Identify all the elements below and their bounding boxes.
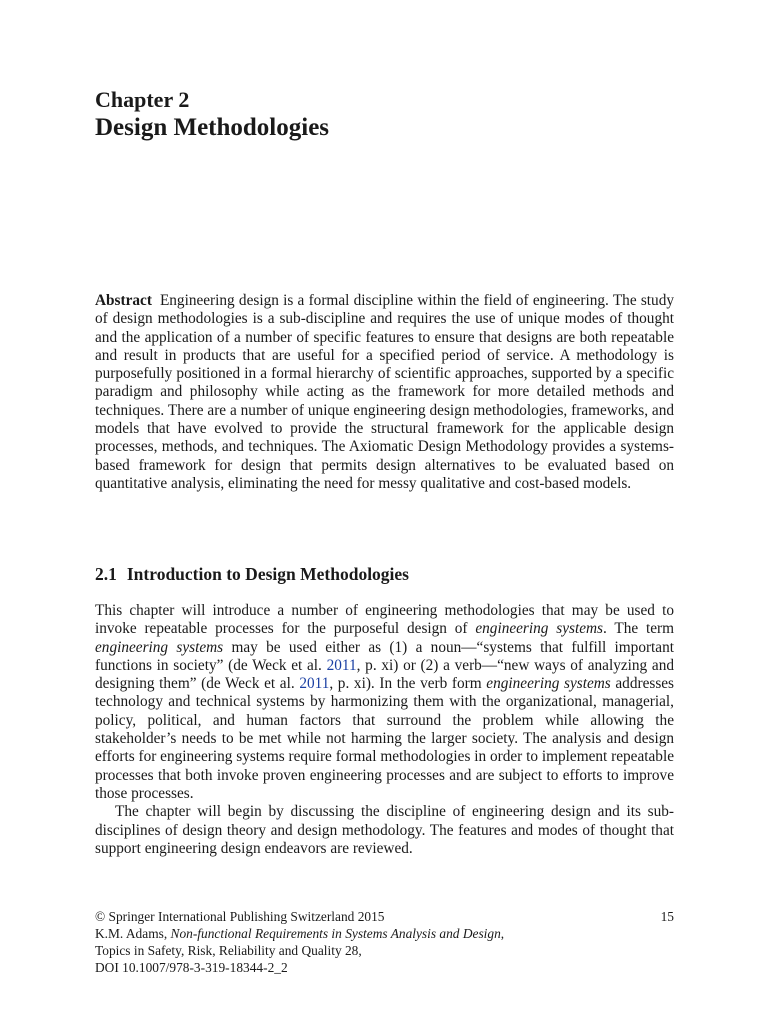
- p1-text-f: addresses technology and technical systems by harmonizing them with the organizational, managerial, policy, political, and human factors that surround the problem while allowing the stakeholder’s needs to be met while not harming the larger society. The analysis and design efforts for engineering systems require formal methodologies in order to implement repeatable processes that both invoke proven engineering processes and are subject to efforts to improve those processes.: [95, 675, 675, 802]
- paragraph-1: [95, 602, 674, 803]
- p1-emphasis-2: engineering systems: [95, 638, 224, 656]
- citation-link-2[interactable]: 2011: [299, 675, 330, 693]
- citation-link-1[interactable]: 2011: [326, 656, 357, 674]
- footer-author-line: [95, 925, 674, 942]
- p1-emphasis-1: engineering systems: [475, 620, 603, 638]
- section-heading: [95, 563, 409, 585]
- p1-text-e: , p. xi). In the verb form: [329, 675, 487, 693]
- p1-text-a: This chapter will introduce a number of engineering methodologies that may be used to invoke repeatable processes for the purposeful design of: [95, 602, 674, 638]
- paragraph-2: The chapter will begin by discussing the discipline of engineering design and its sub-disciplines of design theory and design methodology. The features and modes of thought that support engineering design endeavors are reviewed.: [95, 803, 674, 857]
- p1-text-d: , p. xi) or (2) a verb—“new ways of analyzing and designing them” (de Weck et al.: [95, 656, 674, 693]
- page-number: 15: [660, 909, 674, 924]
- abstract-text: Engineering design is a formal discipline within the field of engineering. The study of design methodologies is a sub-discipline and requires the use of unique modes of thought and the application of a number of specific features to ensure that designs are both repeatable and result in products that are useful for a specified period of service. A methodology is purposefully positioned in a formal hierarchy of scientific approaches, supported by a specific paradigm and philosophy while acting as the framework for more detailed methods and techniques. There are a number of unique engineering design methodologies, frameworks, and models that have evolved to provide the structural framework for the applicable design processes, methods, and techniques. The Axiomatic Design Methodology provides a systems-based framework for design that permits design alternatives to be evaluated based on quantitative analysis, eliminating the need for messy qualitative and cost-based models.: [95, 292, 674, 492]
- section-number: 2.1: [95, 564, 117, 584]
- author-line-suffix: ,: [500, 926, 505, 941]
- chapter-label: Chapter 2: [95, 87, 190, 112]
- abstract: [95, 292, 674, 493]
- p1-text-c: may be used either as (1) a noun—“systems that fulfill important functions in society” (de Weck et al.: [95, 638, 674, 674]
- abstract-label: Abstract: [95, 292, 152, 309]
- series-line: Topics in Safety, Risk, Reliability and Quality 28,: [95, 943, 362, 958]
- doi-line: DOI 10.1007/978-3-319-18344-2_2: [95, 960, 288, 975]
- section-title: Introduction to Design Methodologies: [126, 564, 409, 584]
- footer-copyright-line: [95, 908, 674, 925]
- copyright-text: © Springer International Publishing Switzerland 2015: [95, 909, 385, 924]
- p1-text-b: . The term: [603, 620, 675, 638]
- body-text: [95, 602, 674, 858]
- author-name: K.M. Adams,: [95, 926, 171, 941]
- page-footer: [95, 908, 674, 976]
- chapter-title: Design Methodologies: [95, 114, 330, 141]
- p1-emphasis-3: engineering systems: [486, 675, 611, 693]
- book-title: Non-functional Requirements in Systems Analysis and Design: [170, 926, 501, 941]
